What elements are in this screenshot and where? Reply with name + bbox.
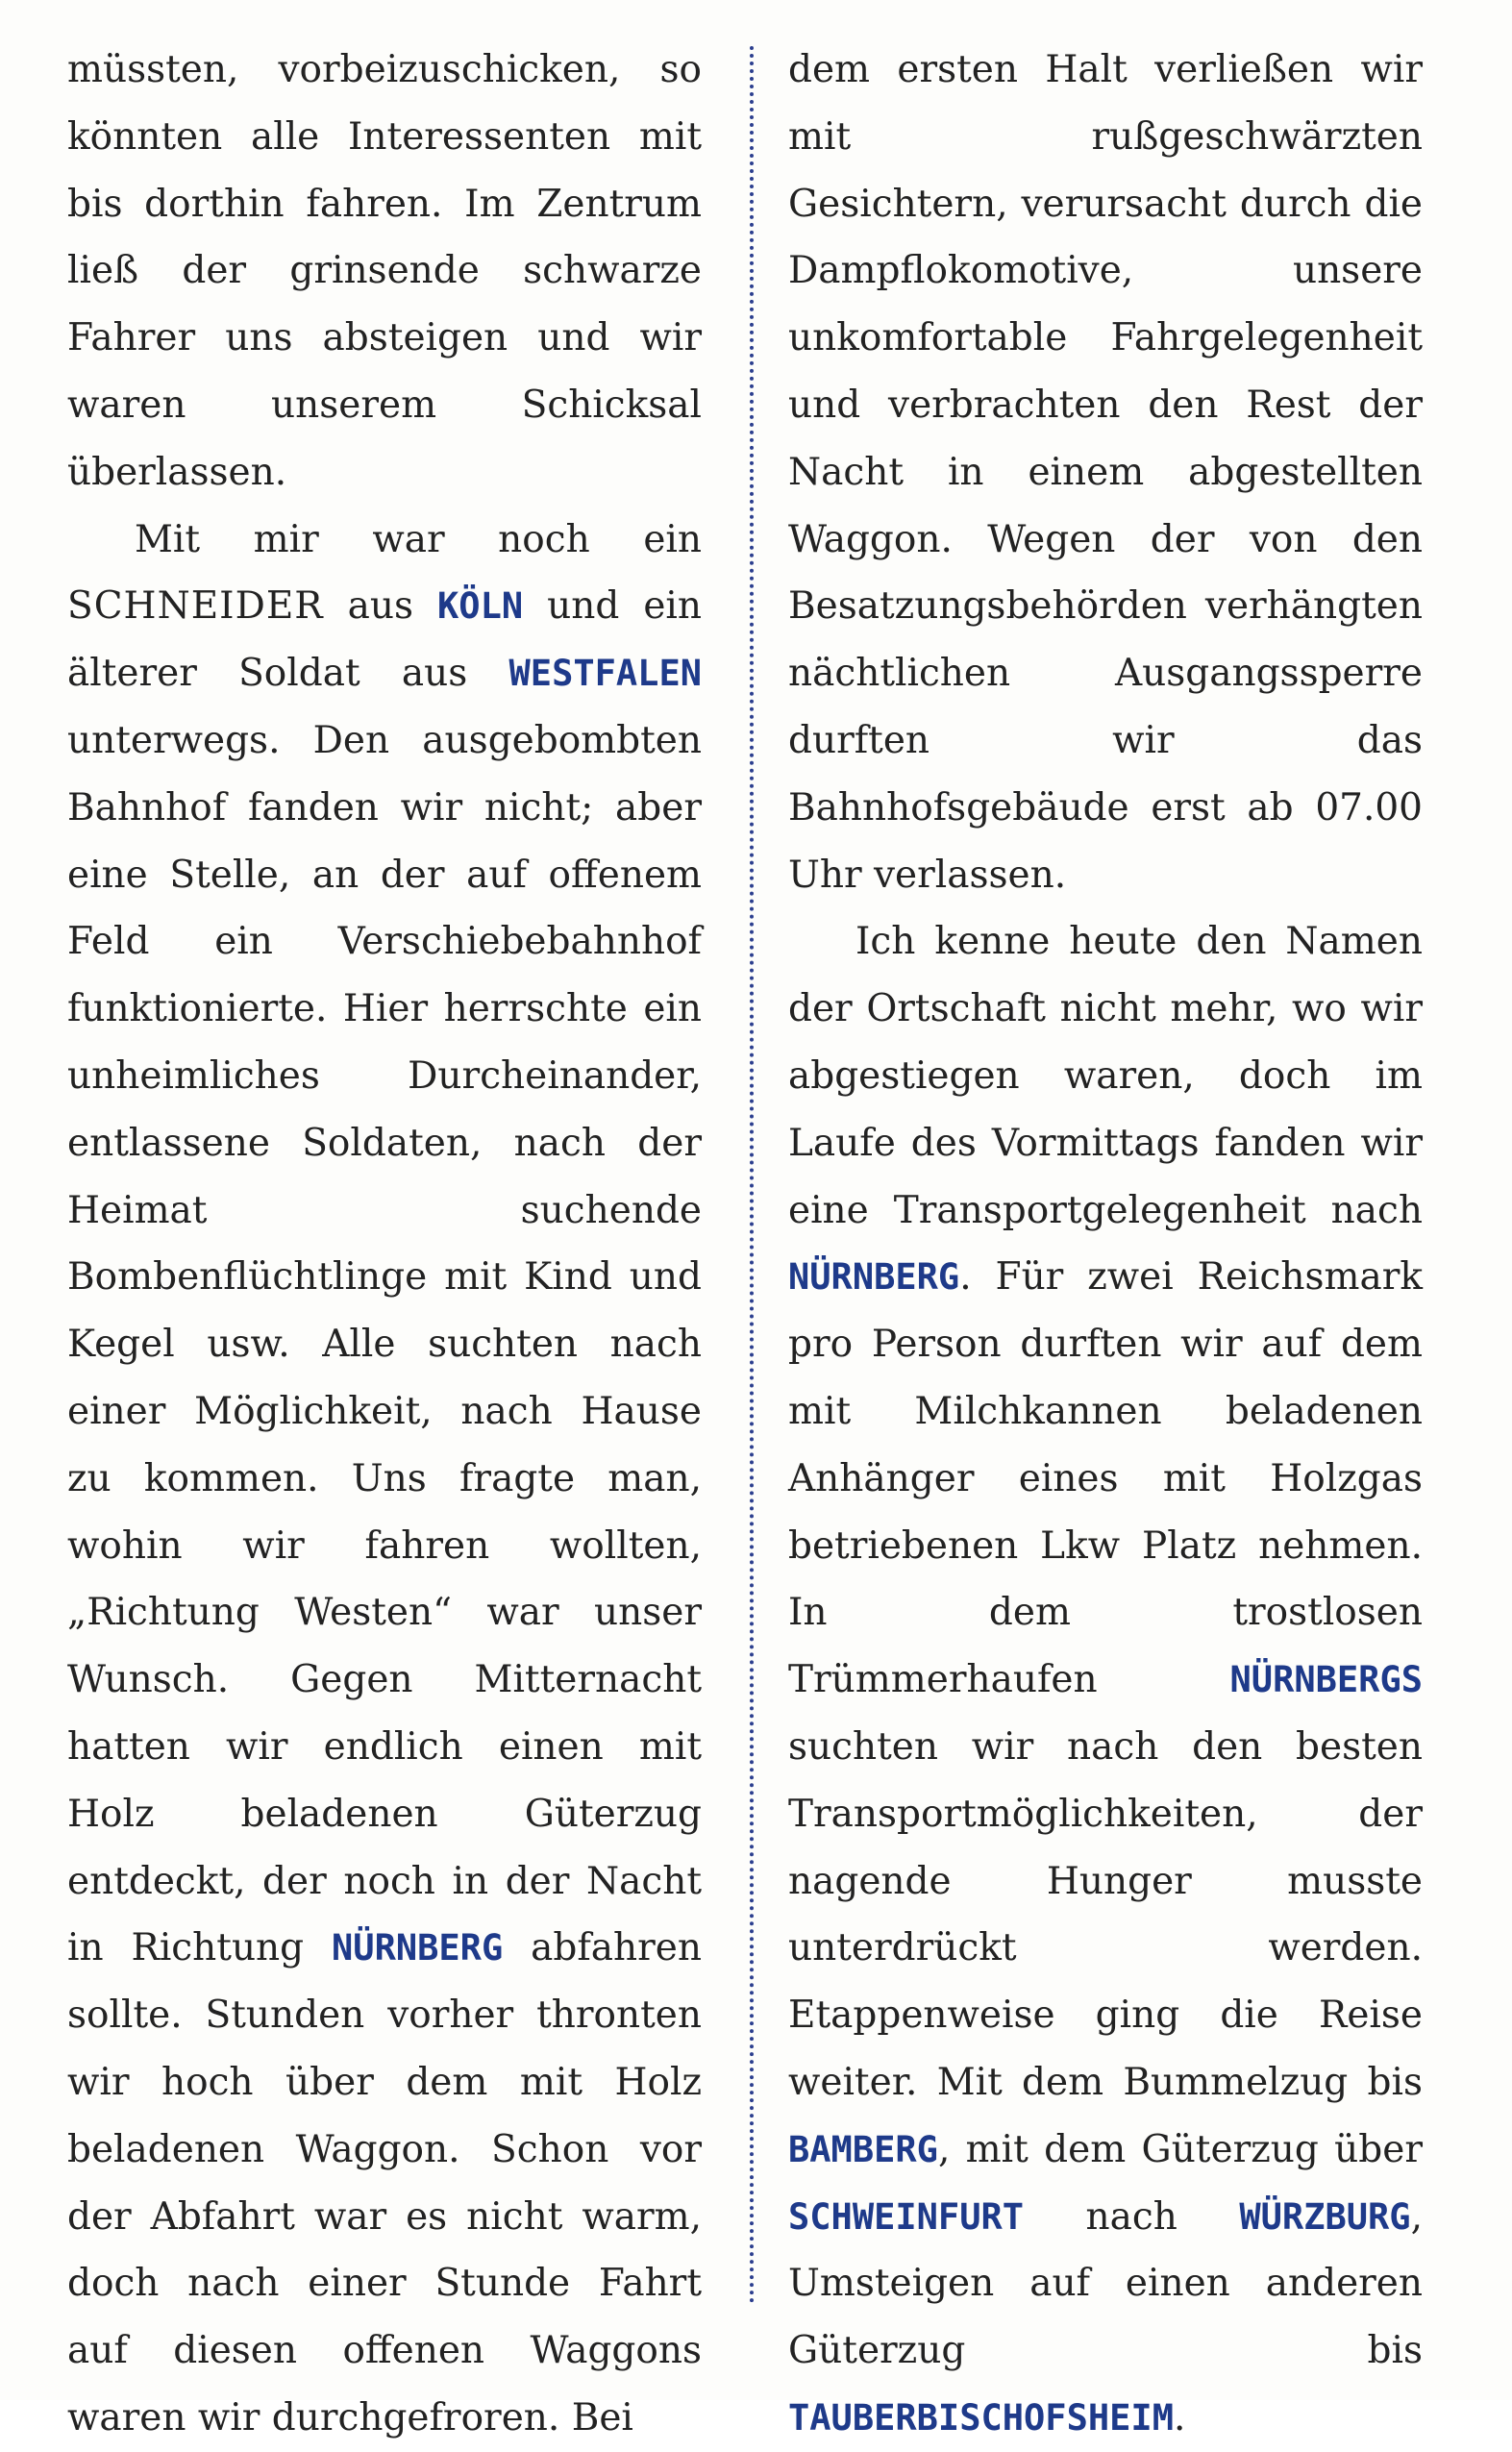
- dotted-column-divider: [750, 46, 754, 2305]
- body-text: dem ersten Halt verließen wir mit rußgeschwärzten Gesichtern, verursacht durch die Dampflokomotive, unsere unkomfortable Fahrgelegenheit und verbrachten den Rest der Nacht in einem abgestellten Waggon. Wegen der von den Besatzungsbehörden verhängten nächtlichen Ausgangssperre durften wir das Bahnhofsgebäude erst ab 07.00 Uhr verlassen.: [788, 48, 1423, 897]
- body-text: suchten wir nach den besten Transportmöglichkeiten, der nagende Hunger musste unterdrückt werden. Etappenweise ging die Reise weiter. Mit dem Bummelzug bis: [788, 1724, 1423, 2104]
- body-text: aus: [323, 584, 438, 629]
- place-name: BAMBERG: [788, 2128, 938, 2170]
- place-name: NÜRNBERG: [788, 1256, 960, 1299]
- small-caps-name: SCHNEIDER: [67, 584, 324, 629]
- place-name: TAUBERBISCHOFSHEIM: [788, 2396, 1174, 2439]
- body-text: müssten, vorbeizuschicken, so könnten alle Interessenten mit bis dorthin fahren. Im Zentrum ließ der grinsende schwarze Fahrer uns absteigen und wir waren unserem Schicksal überlassen.: [67, 48, 702, 494]
- place-name: NÜRNBERGS: [1229, 1659, 1423, 1701]
- body-text: abfahren sollte. Stunden vorher thronten wir hoch über dem mit Holz beladenen Waggon. Schon vor der Abfahrt war es nicht warm, doch nach einer Stunde Fahrt auf diesen offenen Waggons waren wir durchgefroren. Bei: [67, 1926, 702, 2440]
- body-text: , Umsteigen auf einen anderen Güterzug bis: [788, 2194, 1423, 2373]
- place-name: WESTFALEN: [508, 653, 702, 695]
- body-text: Mit mir war noch ein: [135, 517, 702, 561]
- body-text: unterwegs. Den ausgebombten Bahnhof fanden wir nicht; aber eine Stelle, an der auf offenem Feld ein Verschiebebahnhof funktionierte. Hier herrschte ein unheimliches Durcheinander, entlassene Soldaten, nach der Heimat suchende Bombenflüchtlinge mit Kind und Kegel usw. Alle suchten nach einer Möglichkeit, nach Hause zu kommen. Uns fragte man, wohin wir fahren wollten, „Richtung Westen“ war unser Wunsch. Gegen Mitternacht hatten wir endlich einen mit Holz beladenen Güterzug entdeckt, der noch in der Nacht in Richtung: [67, 718, 702, 1970]
- paragraph: [788, 908, 1423, 2451]
- place-name: NÜRNBERG: [332, 1927, 504, 1969]
- place-name: KÖLN: [437, 585, 524, 628]
- body-text: Ich kenne heute den Namen der Ortschaft nicht mehr, wo wir abgestiegen waren, doch im Laufe des Vormittags fanden wir eine Transportgelegenheit nach: [788, 920, 1423, 1232]
- paragraph: [67, 507, 702, 2452]
- body-text: und ein älterer Soldat aus: [67, 584, 702, 696]
- left-column: [67, 37, 702, 2452]
- place-name: SCHWEINFURT: [788, 2195, 1025, 2238]
- body-text: , mit dem Güterzug über: [937, 2127, 1423, 2171]
- place-name: WÜRZBURG: [1239, 2195, 1411, 2238]
- right-column: [788, 37, 1423, 2452]
- body-text: . Für zwei Reichsmark pro Person durften wir auf dem mit Milchkannen beladenen Anhänger eines mit Holzgas betriebenen Lkw Platz nehmen. In dem trostlosen Trümmerhaufen: [788, 1255, 1423, 1702]
- body-text: .: [1173, 2395, 1186, 2440]
- body-text: nach: [1024, 2194, 1240, 2239]
- paragraph: [788, 37, 1423, 908]
- paragraph: [67, 37, 702, 507]
